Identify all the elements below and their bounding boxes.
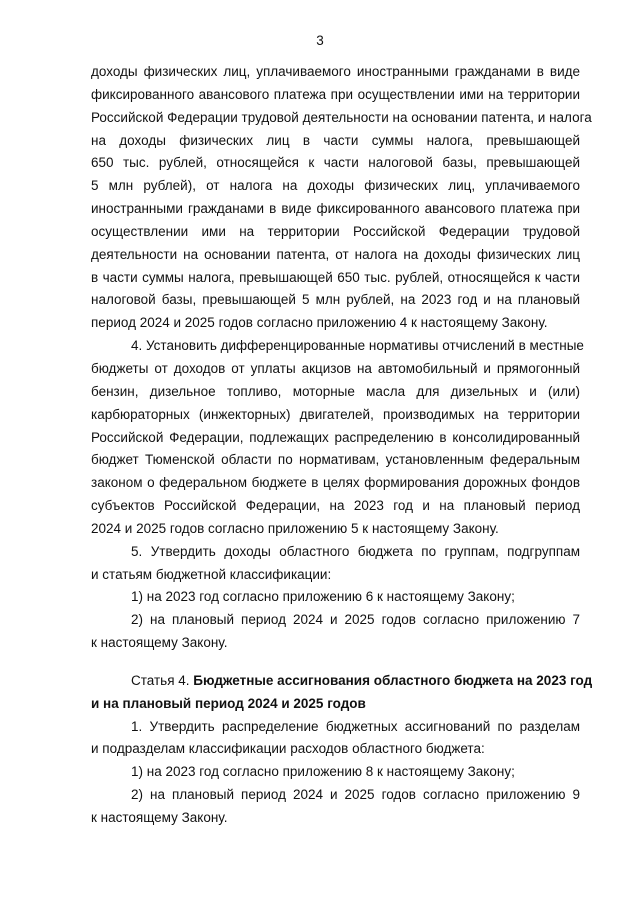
text-line: законом о федеральном бюджете в целях формирования дорожных фондов [91,475,580,491]
text-line: к настоящему Закону. [91,635,228,651]
section-gap [91,655,580,670]
text-line: бензин, дизельное топливо, моторные масла для дизельных и (или) [91,383,580,399]
sub-item-1-1 [91,761,580,784]
article-title: Бюджетные ассигнования областного бюджета на 2023 год [193,672,593,688]
sub-item-1-2 [91,784,580,830]
article-heading-line: и на плановый период 2024 и 2025 годов [91,695,366,711]
article-4-heading [91,670,593,716]
text-line: период 2024 и 2025 годов согласно приложению 4 к настоящему Закону. [91,315,548,331]
text-line: 1. Утвердить распределение бюджетных ассигнований по разделам [131,718,580,734]
paragraph-item-4 [91,335,584,541]
text-line: бюджеты от доходов от уплаты акцизов на автомобильный и прямогонный [91,360,580,376]
text-line: 2) на плановый период 2024 и 2025 годов согласно приложению 9 [131,787,580,803]
article-heading-line [91,670,593,693]
text-line: 650 тыс. рублей, относящейся к части налоговой базы, превышающей [91,155,580,171]
text-line: иностранными гражданами в виде фиксированного авансового платежа при [91,201,580,217]
sub-item-5-2 [91,609,580,655]
article-prefix: Статья 4. [131,672,194,688]
text-line: бюджет Тюменской области по нормативам, установленным федеральным [91,452,580,468]
text-line: налоговой базы, превышающей 5 млн рублей, на 2023 год и на плановый [91,292,580,308]
text-line: субъектов Российской Федерации, на 2023 год и на плановый период [91,498,580,514]
text-line: фиксированного авансового платежа при осуществлении ими на территории [91,86,580,102]
page-number: 3 [316,33,324,48]
text-line: 2024 и 2025 годов согласно приложению 5 к настоящему Закону. [91,520,499,536]
text-line: в части суммы налога, превышающей 650 тыс. рублей, относящейся к части [91,269,580,285]
paragraph-item-5 [91,541,580,587]
text-line: Российской Федерации, подлежащих распределению в консолидированный [91,429,580,445]
text-line: к настоящему Закону. [91,810,228,825]
text-line: 4. Установить дифференцированные нормативы отчислений в местные [131,338,584,354]
text-line: 1) на 2023 год согласно приложению 8 к настоящему Закону; [131,764,515,780]
text-line: карбюраторных (инжекторных) двигателей, производимых на территории [91,406,580,422]
text-line: 1) на 2023 год согласно приложению 6 к настоящему Закону; [131,589,515,605]
text-line: осуществлении ими на территории Российской Федерации трудовой [91,223,580,239]
sub-item-5-1 [91,586,580,609]
paragraph-continuation [91,61,592,335]
text-line: Российской Федерации трудовой деятельности на основании патента, и налога [91,109,592,125]
text-line: 5. Утвердить доходы областного бюджета по группам, подгруппам [131,543,580,559]
text-line: 5 млн рублей), от налога на доходы физических лиц, уплачиваемого [91,178,580,194]
text-line: на доходы физических лиц в части суммы налога, превышающей [91,132,580,148]
text-line: и подразделам классификации расходов областного бюджета: [91,741,485,757]
text-line: доходы физических лиц, уплачиваемого иностранными гражданами в виде [91,64,580,79]
document-body [91,61,593,830]
paragraph-article-4-item-1 [91,716,580,762]
text-line: деятельности на основании патента, от налога на доходы физических лиц [91,246,580,262]
text-line: и статьям бюджетной классификации: [91,566,332,582]
text-line: 2) на плановый период 2024 и 2025 годов согласно приложению 7 [131,612,580,628]
